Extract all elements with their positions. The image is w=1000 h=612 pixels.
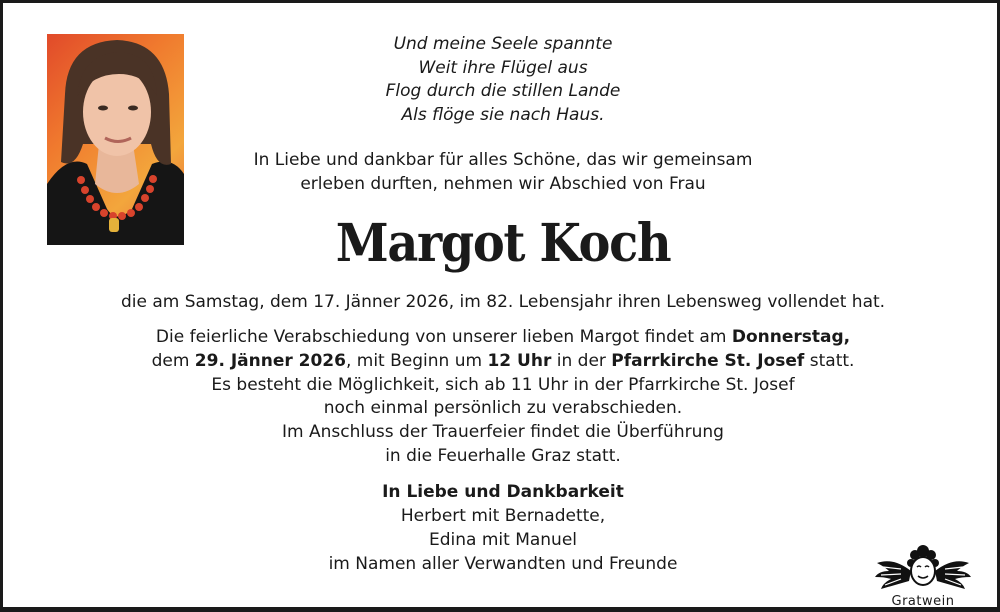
portrait-image: [47, 34, 184, 245]
ceremony-line: Es besteht die Möglichkeit, sich ab 11 Uhr in der Pfarrkirche St. Josef: [211, 374, 795, 395]
ceremony-line: noch einmal persönlich zu verabschieden.: [323, 398, 683, 419]
mourner-line: Herbert mit Bernadette,: [400, 506, 606, 526]
closing-section: [253, 480, 753, 576]
intro-line: erleben durften, nehmen wir Abschied von Frau: [300, 174, 706, 194]
portrait-photo: [47, 34, 184, 245]
ceremony-line: Im Anschluss der Trauerfeier findet die Überführung: [282, 422, 724, 443]
closing-heading: In Liebe und Dankbarkeit: [382, 482, 624, 502]
death-notice: die am Samstag, dem 17. Jänner 2026, im 82. Lebensjahr ihren Lebensweg vollendet hat.: [120, 292, 886, 312]
poem-line: Und meine Seele spannte: [393, 34, 613, 54]
intro-text: [193, 148, 813, 196]
poem-line: Flog durch die stillen Lande: [385, 81, 621, 101]
poem-line: Als flöge sie nach Haus.: [401, 104, 605, 125]
ceremony-line: in die Feuerhalle Graz statt.: [385, 445, 621, 466]
ceremony-details: [123, 326, 883, 469]
intro-line: In Liebe und dankbar für alles Schöne, das wir gemeinsam: [253, 150, 753, 170]
poem: [263, 33, 743, 127]
poem-line: Weit ihre Flügel aus: [418, 57, 588, 78]
ceremony-line: dem 29. Jänner 2026, mit Beginn um 12 Uhr in der Pfarrkirche St. Josef statt.: [151, 350, 855, 371]
winged-angel-icon: [871, 543, 975, 595]
funeral-home-logo: [871, 543, 975, 609]
ceremony-line: Die feierliche Verabschiedung von unserer lieben Margot findet am Donnerstag,: [155, 327, 851, 347]
mourner-line: im Namen aller Verwandten und Freunde: [328, 554, 678, 574]
mourner-line: Edina mit Manuel: [428, 530, 578, 550]
deceased-name: Margot Koch: [335, 213, 671, 274]
funeral-home-name: Gratwein: [891, 594, 955, 609]
